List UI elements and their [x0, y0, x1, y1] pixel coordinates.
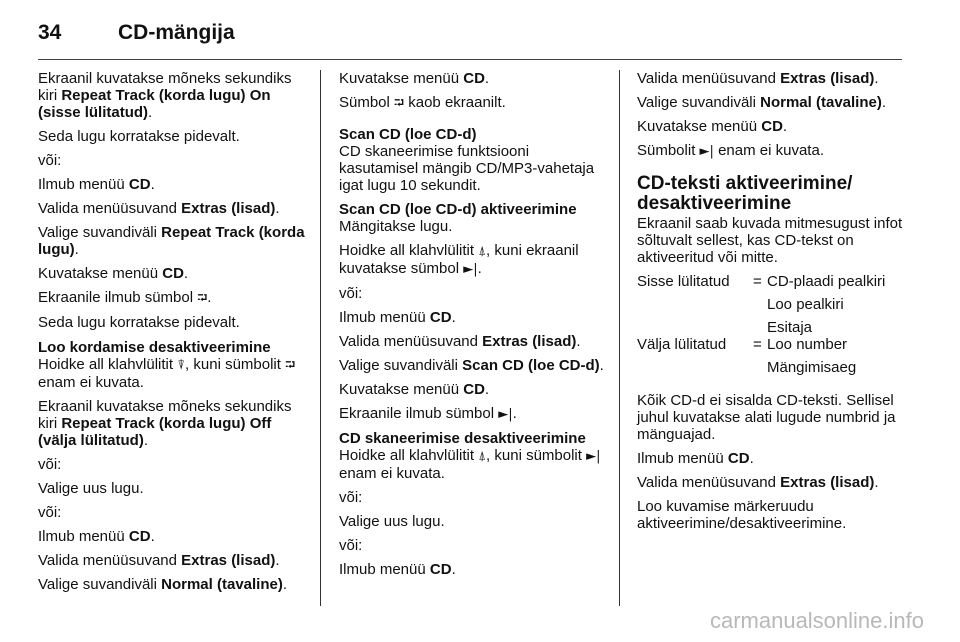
option-value: Loo pealkiri: [767, 296, 844, 313]
paragraph: Valida menüüsuvand Extras (lisad).: [339, 333, 581, 350]
table-row: [637, 319, 885, 336]
option-value: Loo number: [767, 336, 848, 353]
paragraph: Ilmub menüü CD.: [339, 309, 456, 326]
subheading: CD skaneerimise desaktiveerimine: [339, 430, 586, 447]
paragraph: Ilmub menüü CD.: [38, 176, 155, 193]
watermark: carmanualsonline.info: [709, 608, 924, 633]
paragraph: või:: [38, 456, 62, 473]
paragraph: Ekraanile ilmub sümbol ⮒.: [38, 289, 212, 306]
paragraph: Ilmub menüü CD.: [38, 528, 155, 545]
option-key: Sisse lülitatud: [637, 273, 730, 290]
paragraph: Valida menüüsuvand Extras (lisad).: [637, 474, 879, 491]
play-next-icon: ►|: [463, 262, 478, 277]
paragraph: Valige uus lugu.: [38, 480, 144, 497]
paragraph: Seda lugu korratakse pidevalt.: [38, 314, 240, 331]
paragraph: Valige suvandiväli Normal (tavaline).: [38, 576, 288, 593]
header-rule: [38, 59, 902, 60]
repeat-icon: ⮒: [394, 96, 405, 111]
section-heading: CD-teksti aktiveerimine/ desaktiveerimine: [637, 173, 853, 214]
subheading: Scan CD (loe CD-d) aktiveerimine: [339, 201, 577, 218]
repeat-icon: ⮒: [197, 291, 208, 306]
rocker-up-icon: ⍋: [478, 449, 487, 464]
column-2: [339, 70, 607, 585]
subheading: Loo kordamise desaktiveerimine: [38, 339, 271, 356]
paragraph: Valida menüüsuvand Extras (lisad).: [38, 552, 280, 569]
paragraph: Ekraanil kuvatakse mõneks sekundiks kiri Repeat Track (korda lugu) On (sisse lülitatud).: [38, 70, 292, 121]
rocker-down-icon: ⍒: [177, 358, 186, 373]
option-key: Välja lülitatud: [637, 336, 727, 353]
paragraph: Ekraanil saab kuvada mitmesugust infot sõltuvalt sellest, kas CD-tekst on aktiveeritud või mitte.: [637, 215, 903, 266]
table-row: [637, 296, 885, 319]
paragraph: või:: [339, 489, 363, 506]
paragraph: CD skaneerimise funktsiooni kasutamisel mängib CD/MP3-vahetaja igat lugu 10 sekundit.: [339, 143, 595, 194]
table-row: [637, 273, 885, 296]
column-divider: [619, 70, 620, 606]
page-number: 34: [38, 21, 62, 44]
column-divider: [320, 70, 321, 606]
option-value: CD-plaadi pealkiri: [767, 273, 886, 290]
option-value: Mängimisaeg: [767, 359, 857, 376]
paragraph: Sümbol ⮒ kaob ekraanilt.: [339, 94, 506, 111]
table-row: [637, 336, 885, 359]
paragraph: Ekraanile ilmub sümbol ►|.: [339, 405, 517, 422]
paragraph: Valige suvandiväli Scan CD (loe CD-d).: [339, 357, 604, 374]
column-1: [38, 70, 306, 600]
paragraph: Valida menüüsuvand Extras (lisad).: [38, 200, 280, 217]
paragraph: Valige suvandiväli Normal (tavaline).: [637, 94, 887, 111]
option-value: Esitaja: [767, 319, 813, 336]
paragraph: Valige uus lugu.: [339, 513, 445, 530]
option-equals: =: [753, 273, 762, 290]
paragraph: Sümbolit ►| enam ei kuvata.: [637, 142, 824, 159]
play-next-icon: ►|: [498, 407, 513, 422]
play-next-icon: ►|: [586, 449, 601, 464]
page-title: CD-mängija: [118, 21, 235, 44]
cd-text-options-table: [637, 273, 885, 382]
repeat-icon: ⮒: [285, 358, 296, 373]
paragraph: Hoidke all klahvlülitit ⍋, kuni sümbolit ►| enam ei kuvata.: [339, 447, 601, 482]
column-3: [637, 70, 905, 539]
paragraph: Seda lugu korratakse pidevalt.: [38, 128, 240, 145]
paragraph: Kõik CD-d ei sisalda CD-teksti. Sellisel juhul kuvatakse alati lugude numbrid ja mänguajad.: [637, 392, 896, 443]
rocker-up-icon: ⍋: [478, 244, 487, 259]
paragraph: Hoidke all klahvlülitit ⍒, kuni sümbolit ⮒ enam ei kuvata.: [38, 356, 296, 391]
paragraph: või:: [339, 285, 363, 302]
paragraph: Ekraanil kuvatakse mõneks sekundiks kiri Repeat Track (korda lugu) Off (välja lülitatud).: [38, 398, 292, 449]
play-next-icon: ►|: [699, 144, 714, 159]
paragraph: või:: [339, 537, 363, 554]
paragraph: Loo kuvamise märkeruudu aktiveerimine/desaktiveerimine.: [637, 498, 847, 532]
paragraph: Ilmub menüü CD.: [339, 561, 456, 578]
paragraph: või:: [38, 504, 62, 521]
option-equals: =: [753, 336, 762, 353]
paragraph: Kuvatakse menüü CD.: [339, 381, 490, 398]
paragraph: Mängitakse lugu.: [339, 218, 453, 235]
paragraph: Kuvatakse menüü CD.: [339, 70, 490, 87]
paragraph: Kuvatakse menüü CD.: [38, 265, 189, 282]
table-row: [637, 359, 885, 382]
paragraph: Kuvatakse menüü CD.: [637, 118, 788, 135]
subheading: Scan CD (loe CD-d): [339, 126, 477, 143]
paragraph: Valida menüüsuvand Extras (lisad).: [637, 70, 879, 87]
paragraph: Valige suvandiväli Repeat Track (korda lugu).: [38, 224, 305, 258]
paragraph: Hoidke all klahvlülitit ⍋, kuni ekraanil kuvatakse sümbol ►|.: [339, 242, 579, 277]
paragraph: Ilmub menüü CD.: [637, 450, 754, 467]
paragraph: või:: [38, 152, 62, 169]
